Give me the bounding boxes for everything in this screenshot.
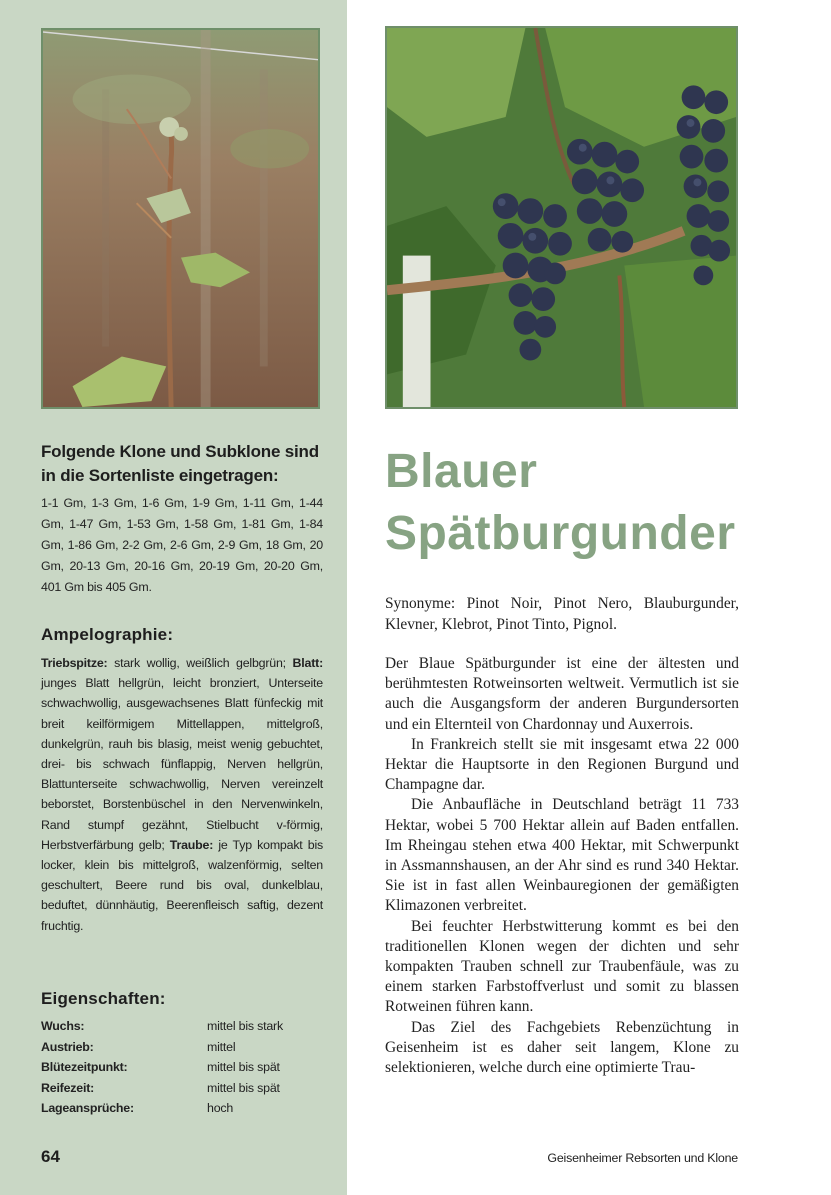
title-line-2: Spätburgunder xyxy=(385,507,736,560)
synonyms-paragraph: Synonyme: Pinot Noir, Pinot Nero, Blauburgunder, Klevner, Klebrot, Pinot Tinto, Pignol. xyxy=(385,595,739,633)
property-value: mittel bis spät xyxy=(207,1060,280,1075)
traube-label: Traube: xyxy=(169,837,214,852)
traube-text: je Typ kompakt bis locker, klein bis mittelgroß, walzenförmig, selten geschultert, Beere rund bis oval, dunkelblau, beduftet, dünnhäutig, Beerenfleisch saftig, dezent fruchtig. xyxy=(41,837,323,933)
body-paragraph: In Frankreich stellt sie mit insgesamt etwa 22 000 Hektar die Hauptsorte in den Regionen Burgund und Champagne dar. xyxy=(385,735,739,794)
body-paragraph: Das Ziel des Fachgebiets Rebenzüchtung in Geisenheim ist es daher seit langem, Klone zu selektionieren, welche durch eine optimierte Trau- xyxy=(385,1018,739,1077)
property-label: Blütezeitpunkt: xyxy=(41,1060,128,1075)
body-paragraph: Bei feuchter Herbstwitterung kommt es bei den traditionellen Klonen wegen der dichten und sehr kompakten Trauben schnell zur Traubenfäule, was zu einem starken Farbstoffverlust und somit zu blassen Rotweinen führen kann. xyxy=(385,917,739,1016)
triebspitze-text: stark wollig, weißlich gelbgrün; xyxy=(107,656,286,670)
body-text xyxy=(385,654,739,1078)
body-paragraph: Der Blaue Spätburgunder ist eine der ältesten und berühmtesten Rotweinsorten weltweit. Vermutlich ist sie auch die Ausgangsform der anderen Burgundersorten und ein Elternteil von Chardonnay und Auxerrois. xyxy=(385,655,739,733)
vine-shoot-photo xyxy=(41,28,320,409)
property-row xyxy=(41,1098,331,1119)
blatt-label: Blatt: xyxy=(292,656,323,670)
property-row xyxy=(41,1057,331,1078)
property-label: Lageansprüche: xyxy=(41,1101,134,1116)
property-row xyxy=(41,1078,331,1099)
footer-book-title: Geisenheimer Rebsorten und Klone xyxy=(547,1151,738,1165)
clone-list: 1-1 Gm, 1-3 Gm, 1-6 Gm, 1-9 Gm, 1-11 Gm, 1-44 Gm, 1-47 Gm, 1-53 Gm, 1-58 Gm, 1-81 Gm, 1-84 Gm, 1-86 Gm, 2-2 Gm, 2-6 Gm, 2-9 Gm, 18 Gm, 20 Gm, 20-13 Gm, 20-16 Gm, 20-19 Gm, 20-20 Gm, 401 Gm bis 405 Gm. xyxy=(41,496,323,594)
ampelographie-heading: Ampelographie: xyxy=(41,625,174,644)
property-value: mittel xyxy=(207,1039,236,1054)
clone-list-heading: Folgende Klone und Subklone sind in die Sortenliste eingetragen: xyxy=(41,442,319,485)
triebspitze-label: Triebspitze: xyxy=(41,656,108,670)
property-value: mittel bis stark xyxy=(207,1019,283,1033)
eigenschaften-table xyxy=(41,1016,331,1119)
property-row xyxy=(41,1037,331,1058)
property-label: Wuchs: xyxy=(41,1019,85,1033)
property-value: hoch xyxy=(207,1101,234,1116)
property-label: Reifezeit: xyxy=(41,1080,95,1095)
body-paragraph: Die Anbaufläche in Deutschland beträgt 11 733 Hektar, wobei 5 700 Hektar allein auf Baden entfallen. Im Rheingau stehen etwa 400 Hektar, mit Schwerpunkt in Assmannshausen, an der Ahr sind es rund 340 Hektar. Sie ist in fast allen Weinbauregionen der gemäßigten Klimazonen verbreitet. xyxy=(385,796,739,915)
page-title xyxy=(385,441,805,565)
eigenschaften-heading: Eigenschaften: xyxy=(41,989,166,1008)
ampelographie-text xyxy=(41,653,323,936)
title-line-1: Blauer xyxy=(385,445,538,498)
property-label: Austrieb: xyxy=(41,1039,94,1054)
blatt-text: junges Blatt hellgrün, leicht bronziert, Unterseite schwachwollig, ausgewachsenes Blatt fünfeckig mit breit keilförmigem Mittellappen, mittelgroß, dunkelgrün, rauh bis blasig, meist wenig gebuchtet, drei- bis schwach fünflappig, Nerven hellgrün, Blattunterseite schwachwollig, Nerven vereinzelt beborstet, Borstenbüschel in den Nervenwinkeln, Rand stumpf gezähnt, Stielbucht v-förmig, Herbstverfärbung gelb; xyxy=(41,676,323,852)
property-value: mittel bis spät xyxy=(207,1080,280,1095)
grape-cluster-photo xyxy=(385,26,738,409)
property-row xyxy=(41,1016,331,1037)
page-number: 64 xyxy=(41,1147,60,1166)
